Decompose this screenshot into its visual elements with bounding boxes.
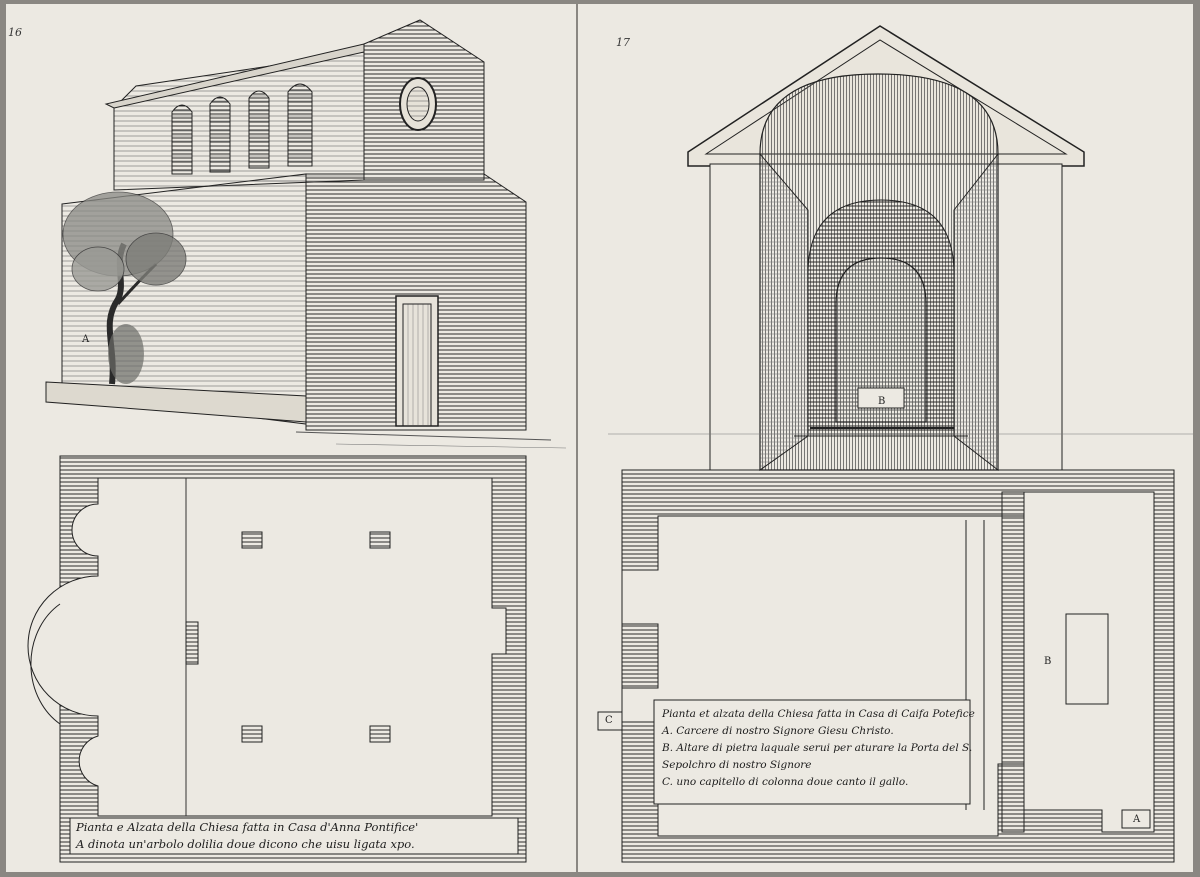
right-page xyxy=(578,4,1193,872)
caption-line: C. uno capitello di colonna doue canto il gallo. xyxy=(662,776,909,788)
caption-line: Pianta et alzata della Chiesa fatta in Casa di Caifa Potefice xyxy=(662,708,975,720)
church-elevation-drawing xyxy=(6,4,576,872)
page-number: 17 xyxy=(616,36,630,49)
marker-a: A xyxy=(82,334,90,345)
marker-c: C xyxy=(605,715,613,726)
caption-line: Sepolchro di nostro Signore xyxy=(662,759,812,771)
caption-line: A dinota un'arbolo dolilia doue dicono che uisu ligata xpo. xyxy=(76,837,415,851)
marker-b-plan: B xyxy=(1044,656,1052,667)
marker-b-elevation: B xyxy=(878,396,886,407)
caption-line: Pianta e Alzata della Chiesa fatta in Casa d'Anna Pontifice' xyxy=(76,820,419,834)
left-caption xyxy=(76,819,418,853)
caption-line: A. Carcere di nostro Signore Giesu Christo. xyxy=(662,725,894,737)
right-caption xyxy=(662,706,975,791)
caption-line: B. Altare di pietra laquale serui per aturare la Porta del S. xyxy=(662,742,973,754)
page-number: 16 xyxy=(8,26,22,39)
marker-a: A xyxy=(1133,814,1141,825)
left-page xyxy=(6,4,576,872)
